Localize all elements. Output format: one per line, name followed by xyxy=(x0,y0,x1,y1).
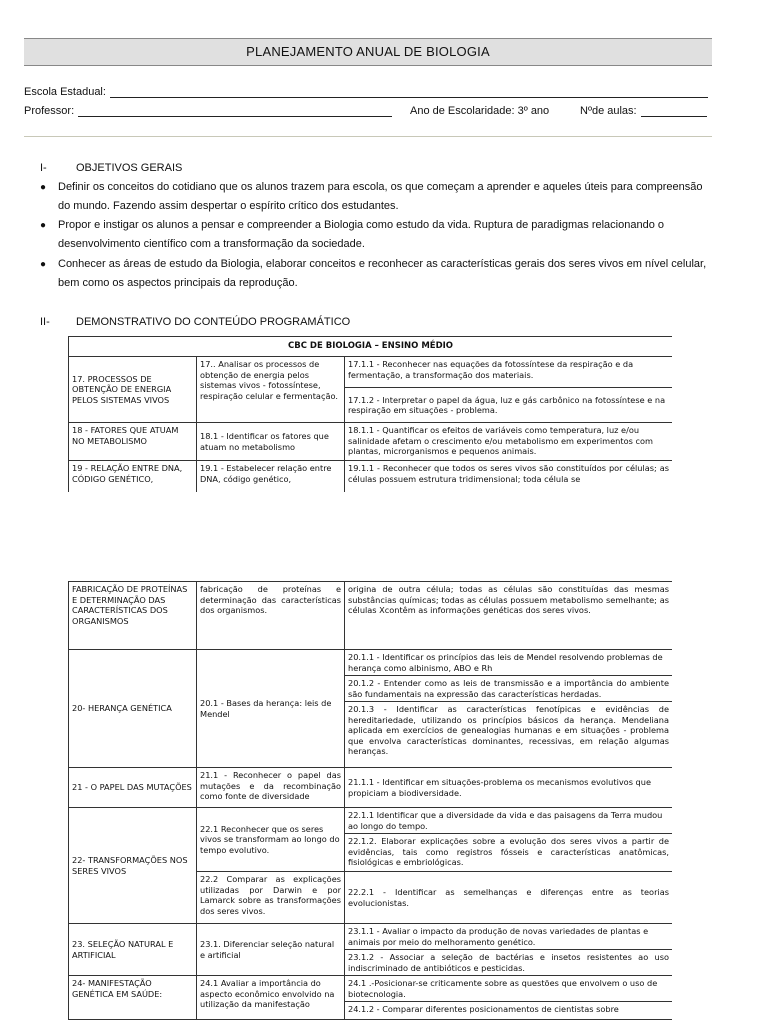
topic-cell: 23. SELEÇÃO NATURAL E ARTIFICIAL xyxy=(69,924,197,976)
competence-cell: fabricação de proteínas e determinação das características dos organismos. xyxy=(197,582,345,650)
skill-cell: 24.1 .-Posicionar-se criticamente sobre as questões que envolvem o uso de biotecnologia. xyxy=(345,976,673,1002)
bullet-icon: ● xyxy=(40,182,47,193)
section2-title: DEMONSTRATIVO DO CONTEÚDO PROGRAMÁTICO xyxy=(76,316,351,328)
topic-cell: 24- MANIFESTAÇÃO GENÉTICA EM SAÚDE: xyxy=(69,976,197,1020)
bullet-text-line: bem como os aspectos principais da reprodução. xyxy=(58,277,298,289)
competence-cell: 21.1 - Reconhecer o papel das mutações e da recombinação como fonte de diversidade xyxy=(197,768,345,808)
skill-cell: 17.1.1 - Reconhecer nas equações da fotossíntese da respiração e da fermentação, a transformação dos materiais. xyxy=(345,357,673,388)
list-item xyxy=(40,216,708,254)
topic-cell: 18 - FATORES QUE ATUAM NO METABOLISMO xyxy=(69,423,197,461)
teacher-label: Professor: xyxy=(24,105,75,117)
topic-cell: 17. PROCESSOS DE OBTENÇÃO DE ENERGIA PELOS SISTEMAS VIVOS xyxy=(69,357,197,423)
topic-cell: FABRICAÇÃO DE PROTEÍNAS E DETERMINAÇÃO DAS CARACTERÍSTICAS DOS ORGANISMOS xyxy=(69,582,197,650)
topic-cell: 19 - RELAÇÃO ENTRE DNA, CÓDIGO GENÉTICO, xyxy=(69,461,197,493)
cbc-table-continued xyxy=(68,581,672,1020)
skill-cell: origina de outra célula; todas as células são constituídas das mesmas substâncias químicas; todas as células possuem metabolismo semelhante; as células Xcontêm as informações genéticas dos seres vivos. xyxy=(345,582,673,650)
bullet-text-line: Propor e instigar os alunos a pensar e compreender a Biologia como estudo da vida. Ruptura de paradigmas relacionando o xyxy=(58,219,664,231)
classes-field-line[interactable] xyxy=(641,104,707,117)
skill-cell: 23.1.2 - Associar a seleção de bactérias e insetos resistentes ao uso indiscriminado de antibióticos e pesticidas. xyxy=(345,950,673,976)
school-field-line[interactable] xyxy=(110,85,708,98)
teacher-field-line[interactable] xyxy=(78,104,392,117)
competence-cell: 22.1 Reconhecer que os seres vivos se transformam ao longo do tempo evolutivo. xyxy=(197,808,345,872)
skill-cell: 22.1.1 Identificar que a diversidade da vida e das paisagens da Terra mudou ao longo do tempo. xyxy=(345,808,673,834)
competence-cell: 22.2 Comparar as explicações utilizadas por Darwin e por Lamarck sobre as transformações dos seres vivos. xyxy=(197,872,345,924)
cbc-table xyxy=(68,336,672,492)
topic-cell: 22- TRANSFORMAÇÕES NOS SERES VIVOS xyxy=(69,808,197,924)
page-title: PLANEJAMENTO ANUAL DE BIOLOGIA xyxy=(24,38,712,66)
grade-label: Ano de Escolaridade: 3º ano xyxy=(410,105,550,117)
list-item xyxy=(40,178,708,216)
skill-cell: 20.1.2 - Entender como as leis de transmissão e a importância do ambiente são fundamentais na expressão das características herdadas. xyxy=(345,676,673,702)
competence-cell: 24.1 Avaliar a importância do aspecto econômico envolvido na utilização da manifestação xyxy=(197,976,345,1020)
skill-cell: 22.2.1 - Identificar as semelhanças e diferenças entre as teorias evolucionistas. xyxy=(345,872,673,924)
section2-number: II- xyxy=(40,316,50,328)
section1-number: I- xyxy=(40,162,47,174)
bullet-text-line: do mundo. Fazendo assim despertar o espírito crítico dos estudantes. xyxy=(58,200,399,212)
topic-cell: 20- HERANÇA GENÉTICA xyxy=(69,650,197,768)
cbc-table-page1 xyxy=(68,336,672,492)
divider xyxy=(24,136,712,137)
skill-cell: 23.1.1 - Avaliar o impacto da produção de novas variedades de plantas e animais por meio do melhoramento genético. xyxy=(345,924,673,950)
list-item xyxy=(40,255,708,293)
skill-cell: 20.1.1 - Identificar os princípios das leis de Mendel resolvendo problemas de herança como albinismo, ABO e Rh xyxy=(345,650,673,676)
skill-cell: 24.1.2 - Comparar diferentes posicionamentos de cientistas sobre xyxy=(345,1002,673,1020)
competence-cell: 18.1 - Identificar os fatores que atuam no metabolismo xyxy=(197,423,345,461)
topic-cell: 21 - O PAPEL DAS MUTAÇÕES xyxy=(69,768,197,808)
bullet-text-line: Conhecer as áreas de estudo da Biologia, elaborar conceitos e reconhecer as características gerais dos seres vivos em nível celular, xyxy=(58,258,707,270)
skill-cell: 17.1.2 - Interpretar o papel da água, luz e gás carbônico na fotossíntese e na respiração em situações - problema. xyxy=(345,388,673,423)
section1-title: OBJETIVOS GERAIS xyxy=(76,162,183,174)
skill-cell: 22.1.2. Elaborar explicações sobre a evolução dos seres vivos a partir de evidências, tais como registros fósseis e características anatômicas, fisiológicas e embriológicas. xyxy=(345,834,673,872)
bullet-text-line: desenvolvimento científico com a transformação da sociedade. xyxy=(58,238,365,250)
skill-cell: 18.1.1 - Quantificar os efeitos de variáveis como temperatura, luz e/ou salinidade afetam o crescimento e/ou metabolismo em experimentos com plantas, microrganismos e pequenos animais. xyxy=(345,423,673,461)
table-header: CBC DE BIOLOGIA – ENSINO MÉDIO xyxy=(69,337,673,357)
bullet-icon: ● xyxy=(40,220,47,231)
competence-cell: 20.1 - Bases da herança: leis de Mendel xyxy=(197,650,345,768)
skill-cell: 19.1.1 - Reconhecer que todos os seres vivos são constituídos por células; as células possuem estrutura tridimensional; toda célula se xyxy=(345,461,673,493)
competence-cell: 17.. Analisar os processos de obtenção de energia pelos sistemas vivos - fotossíntese, respiração celular e fermentação. xyxy=(197,357,345,423)
cbc-table-page2 xyxy=(68,581,672,1024)
skill-cell: 21.1.1 - Identificar em situações-problema os mecanismos evolutivos que propiciam a biodiversidade. xyxy=(345,768,673,808)
bullet-icon: ● xyxy=(40,259,47,270)
school-label: Escola Estadual: xyxy=(24,86,106,98)
competence-cell: 23.1. Diferenciar seleção natural e artificial xyxy=(197,924,345,976)
classes-label: Nºde aulas: xyxy=(580,105,637,117)
bullet-text-line: Definir os conceitos do cotidiano que os alunos trazem para escola, os que começam a aprender e aqueles úteis para compreensão xyxy=(58,181,703,193)
competence-cell: 19.1 - Estabelecer relação entre DNA, código genético, xyxy=(197,461,345,493)
skill-cell: 20.1.3 - Identificar as características fenotípicas e evidências de hereditariedade, utilizando os princípios básicos da herança. Mendeliana aplicada em exercícios de genealogias humanas e em situações - problema que envolva características dominantes, recessivas, em relação algumas heranças. xyxy=(345,702,673,768)
